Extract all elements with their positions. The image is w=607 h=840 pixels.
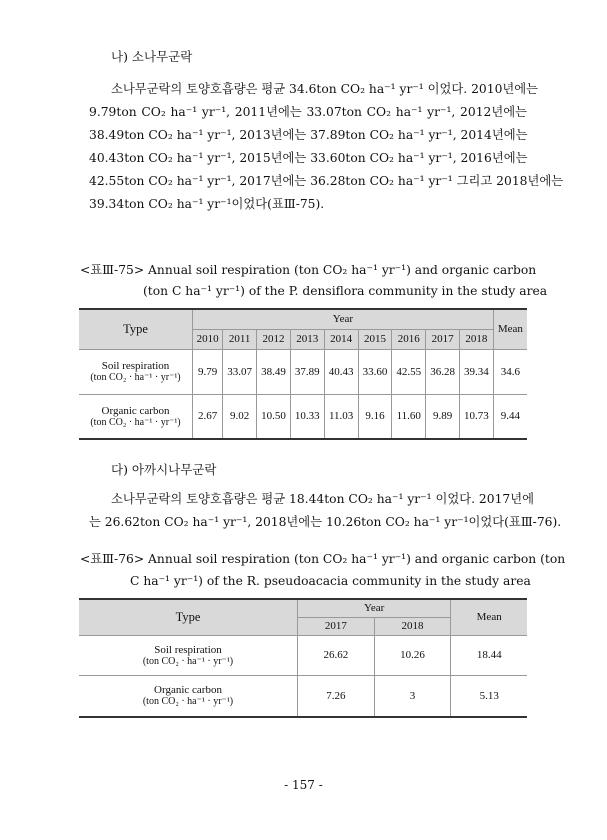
section-heading: 나) 소나무군락 [111,49,193,64]
row-label-name: Soil respiration [101,360,170,372]
year-header: 2014 [324,329,358,349]
header-type: Type [79,599,298,635]
table-cell: 40.43 [324,349,358,394]
paragraph-line: 소나무군락의 토양호흡량은 평균 18.44ton CO₂ ha⁻¹ yr⁻¹ 이었다. 2017년에 [111,492,534,506]
paragraph-line: 38.49ton CO₂ ha⁻¹ yr⁻¹, 2013년에는 37.89ton CO₂ ha⁻¹ yr⁻¹, 2014년에는 [89,128,528,142]
paragraph-line: 40.43ton CO₂ ha⁻¹ yr⁻¹, 2015년에는 33.60ton CO₂ ha⁻¹ yr⁻¹, 2016년에는 [89,151,528,165]
table-cell: 9.16 [358,394,392,439]
table-cell: 26.62 [298,635,375,675]
year-header: 2011 [223,329,257,349]
table-cell: 38.49 [257,349,291,394]
row-label [79,394,193,439]
table-cell: 37.89 [290,349,324,394]
table-cell: 10.73 [460,394,494,439]
paragraph-line: 는 26.62ton CO₂ ha⁻¹ yr⁻¹, 2018년에는 10.26ton CO₂ ha⁻¹ yr⁻¹이었다(표Ⅲ-76). [89,515,562,529]
page-number: - 157 - [284,778,323,792]
table-cell: 11.60 [392,394,426,439]
header-type: Type [79,309,193,349]
paragraph-line: 9.79ton CO₂ ha⁻¹ yr⁻¹, 2011년에는 33.07ton CO₂ ha⁻¹ yr⁻¹, 2012년에는 [89,105,527,119]
table-cell: 11.03 [324,394,358,439]
table-caption: C ha⁻¹ yr⁻¹) of the R. pseudoacacia community in the study area [130,574,531,588]
row-label-unit: (ton CO₂ · ha⁻¹ · yr⁻¹) [142,696,234,708]
table-cell: 7.26 [298,675,375,717]
paragraph-line: 42.55ton CO₂ ha⁻¹ yr⁻¹, 2017년에는 36.28ton CO₂ ha⁻¹ yr⁻¹ 그리고 2018년에는 [89,174,564,188]
soil-respiration-table-locust [79,598,527,718]
mean-cell: 18.44 [451,635,527,675]
mean-cell: 34.6 [493,349,527,394]
row-label [79,675,298,717]
table-cell: 42.55 [392,349,426,394]
row-label-name: Organic carbon [101,404,170,417]
row-label-name: Soil respiration [154,643,222,656]
header-mean: Mean [493,309,527,349]
table-cell: 9.89 [426,394,460,439]
table-cell: 10.50 [257,394,291,439]
header-mean: Mean [451,599,527,635]
table-cell: 9.79 [193,349,223,394]
table-cell: 9.02 [223,394,257,439]
paragraph-line: 39.34ton CO₂ ha⁻¹ yr⁻¹이었다(표Ⅲ-75). [89,197,325,211]
year-header: 2012 [257,329,291,349]
row-label-name: Organic carbon [154,684,222,697]
year-header: 2018 [460,329,494,349]
row-label [79,349,193,394]
header-year: Year [193,309,494,329]
year-header: 2015 [358,329,392,349]
table-cell: 3 [374,675,451,717]
table-cell: 10.26 [374,635,451,675]
paragraph-line: 소나무군락의 토양호흡량은 평균 34.6ton CO₂ ha⁻¹ yr⁻¹ 이었다. 2010년에는 [111,82,539,96]
header-year: Year [298,599,451,617]
table-cell: 39.34 [460,349,494,394]
year-header: 2016 [392,329,426,349]
row-label-unit: (ton CO₂ · ha⁻¹ · yr⁻¹) [142,655,234,667]
year-header: 2017 [298,617,375,635]
table-caption: <표Ⅲ-76> Annual soil respiration (ton CO₂ ha⁻¹ yr⁻¹) and organic carbon (ton [80,552,566,566]
table-caption: <표Ⅲ-75> Annual soil respiration (ton CO₂ ha⁻¹ yr⁻¹) and organic carbon [80,263,537,277]
row-label-unit: (ton CO₂ · ha⁻¹ · yr⁻¹) [90,372,181,383]
table-cell: 10.33 [290,394,324,439]
table-cell: 33.07 [223,349,257,394]
table-cell: 2.67 [193,394,223,439]
soil-respiration-table-pine [79,308,527,440]
year-header: 2017 [426,329,460,349]
row-label [79,635,298,675]
row-label-unit: (ton CO₂ · ha⁻¹ · yr⁻¹) [90,416,181,428]
mean-cell: 5.13 [451,675,527,717]
table-cell: 33.60 [358,349,392,394]
mean-cell: 9.44 [493,394,527,439]
table-caption: (ton C ha⁻¹ yr⁻¹) of the P. densiflora community in the study area [143,284,548,298]
year-header: 2013 [290,329,324,349]
year-header: 2010 [193,329,223,349]
table-cell: 36.28 [426,349,460,394]
year-header: 2018 [374,617,451,635]
section-heading: 다) 아까시나무군락 [111,462,217,477]
